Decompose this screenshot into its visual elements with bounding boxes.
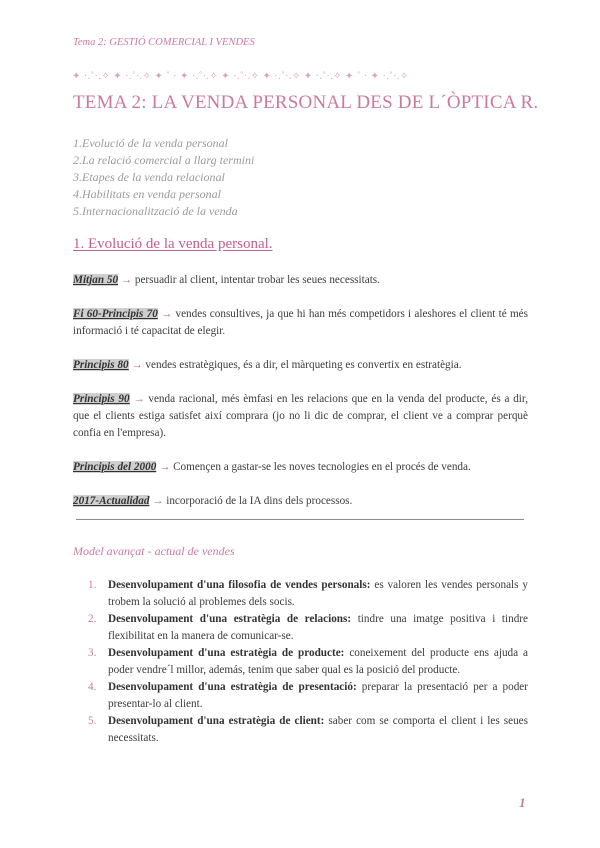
arrow-icon: → <box>149 495 164 507</box>
list-item-text: preparar la presentació per a poder presentar-lo al client. <box>108 681 528 710</box>
page-title: TEMA 2: LA VENDA PERSONAL DES DE L´ÒPTICA R. <box>73 92 539 113</box>
timeline-label: Principis 80 <box>73 359 129 371</box>
list-item-text: coneixement del producte ens ajuda a poder vendre´l millor, además, tenim que saber qual es la posició del producte. <box>108 647 528 676</box>
arrow-icon: → <box>118 274 133 286</box>
list-item-title: Desenvolupament d'una filosofia de vendes personals: <box>108 579 371 591</box>
subsection-heading: Model avançat - actual de vendes <box>73 544 235 558</box>
timeline-text: venda racional, més èmfasi en les relacions que en la venda del producte, és a dir, que el clients estiga satisfet així comprara (jo no li dic de comprar, el client ve a comprar perquè confia en l'empresa). <box>73 393 528 439</box>
arrow-icon: → <box>128 359 143 371</box>
section-heading: 1. Evolució de la venda personal. <box>73 236 273 252</box>
timeline-paragraph <box>73 493 528 510</box>
list-number: 2. <box>88 613 97 625</box>
list-number: 3. <box>88 647 97 659</box>
table-of-contents <box>73 135 254 220</box>
list-item-text: saber com se comporta el client i les seues necessitats. <box>108 715 529 744</box>
list-item-text: es valoren les vendes personals y trobem la solució al problemes dels socis. <box>108 579 528 608</box>
timeline-label: Principis del 2000 <box>73 461 157 473</box>
list-item-title: Desenvolupament d'una estratègia de presentació: <box>108 681 357 693</box>
toc-item: 5.Internacionalització de la venda <box>73 204 238 218</box>
timeline-label: Mitjan 50 <box>73 274 119 286</box>
list-item <box>88 713 528 747</box>
list-number: 4. <box>88 681 97 693</box>
list-item <box>88 679 528 713</box>
timeline-text: vendes consultives, ja que hi han més competidors i aleshores el client té més informació i té capacitat de elegir. <box>73 308 528 337</box>
timeline-label: Principis 90 <box>73 393 130 405</box>
arrow-icon: → <box>156 461 171 473</box>
list-item <box>88 577 528 611</box>
timeline-text: incorporació de la IA dins dels processos. <box>163 495 353 507</box>
timeline-paragraph <box>73 459 528 476</box>
list-item <box>88 611 528 645</box>
numbered-list <box>88 577 528 747</box>
running-header: Tema 2: GESTIÓ COMERCIAL I VENDES <box>73 37 255 48</box>
timeline-text: persuadir al client, intentar trobar les seues necessitats. <box>132 274 380 286</box>
timeline-label: Fi 60-Principis 70 <box>73 308 158 320</box>
toc-item: 1.Evolució de la venda personal <box>73 136 228 150</box>
toc-item: 4.Habilitats en venda personal <box>73 187 221 201</box>
timeline-paragraph <box>73 391 528 442</box>
list-item-text: tindre una imatge positiva i tindre flexibilitat en la manera de comunicar-se. <box>108 613 528 642</box>
list-item-title: Desenvolupament d'una estratègia de relacions: <box>108 613 352 625</box>
timeline-label: 2017-Actualidad <box>73 495 150 507</box>
page-number: 1 <box>519 795 526 810</box>
toc-item: 2.La relació comercial a llarg termini <box>73 153 255 167</box>
timeline-paragraph <box>73 272 528 289</box>
timeline-text: Començen a gastar-se les noves tecnologies en el procés de venda. <box>170 461 471 473</box>
star-divider: ✦ ·.˚·.✧ ✦ ·.˚·.✧ ✦ ˚ · ✦ ·.˚·.✧ ✦ ·.˚·.✧ ✦ ·.˚·.✧ ✦ ·.˚·.✧ ✦ ˚ · ✦ ·.˚·.✧ <box>72 71 409 82</box>
arrow-icon: → <box>129 393 145 405</box>
list-item-title: Desenvolupament d'una estratègia de producte: <box>108 647 345 659</box>
toc-item: 3.Etapes de la venda relacional <box>73 170 225 184</box>
arrow-icon: → <box>157 308 173 320</box>
timeline-text: vendes estratègiques, és a dir, el màrqueting es convertix en estratègia. <box>142 359 462 371</box>
timeline-paragraph <box>73 357 528 374</box>
list-item <box>88 645 528 679</box>
horizontal-rule <box>76 519 524 520</box>
list-number: 1. <box>88 579 97 591</box>
list-item-title: Desenvolupament d'una estratègia de client: <box>108 715 325 727</box>
timeline-paragraph <box>73 306 528 340</box>
list-number: 5. <box>88 715 97 727</box>
